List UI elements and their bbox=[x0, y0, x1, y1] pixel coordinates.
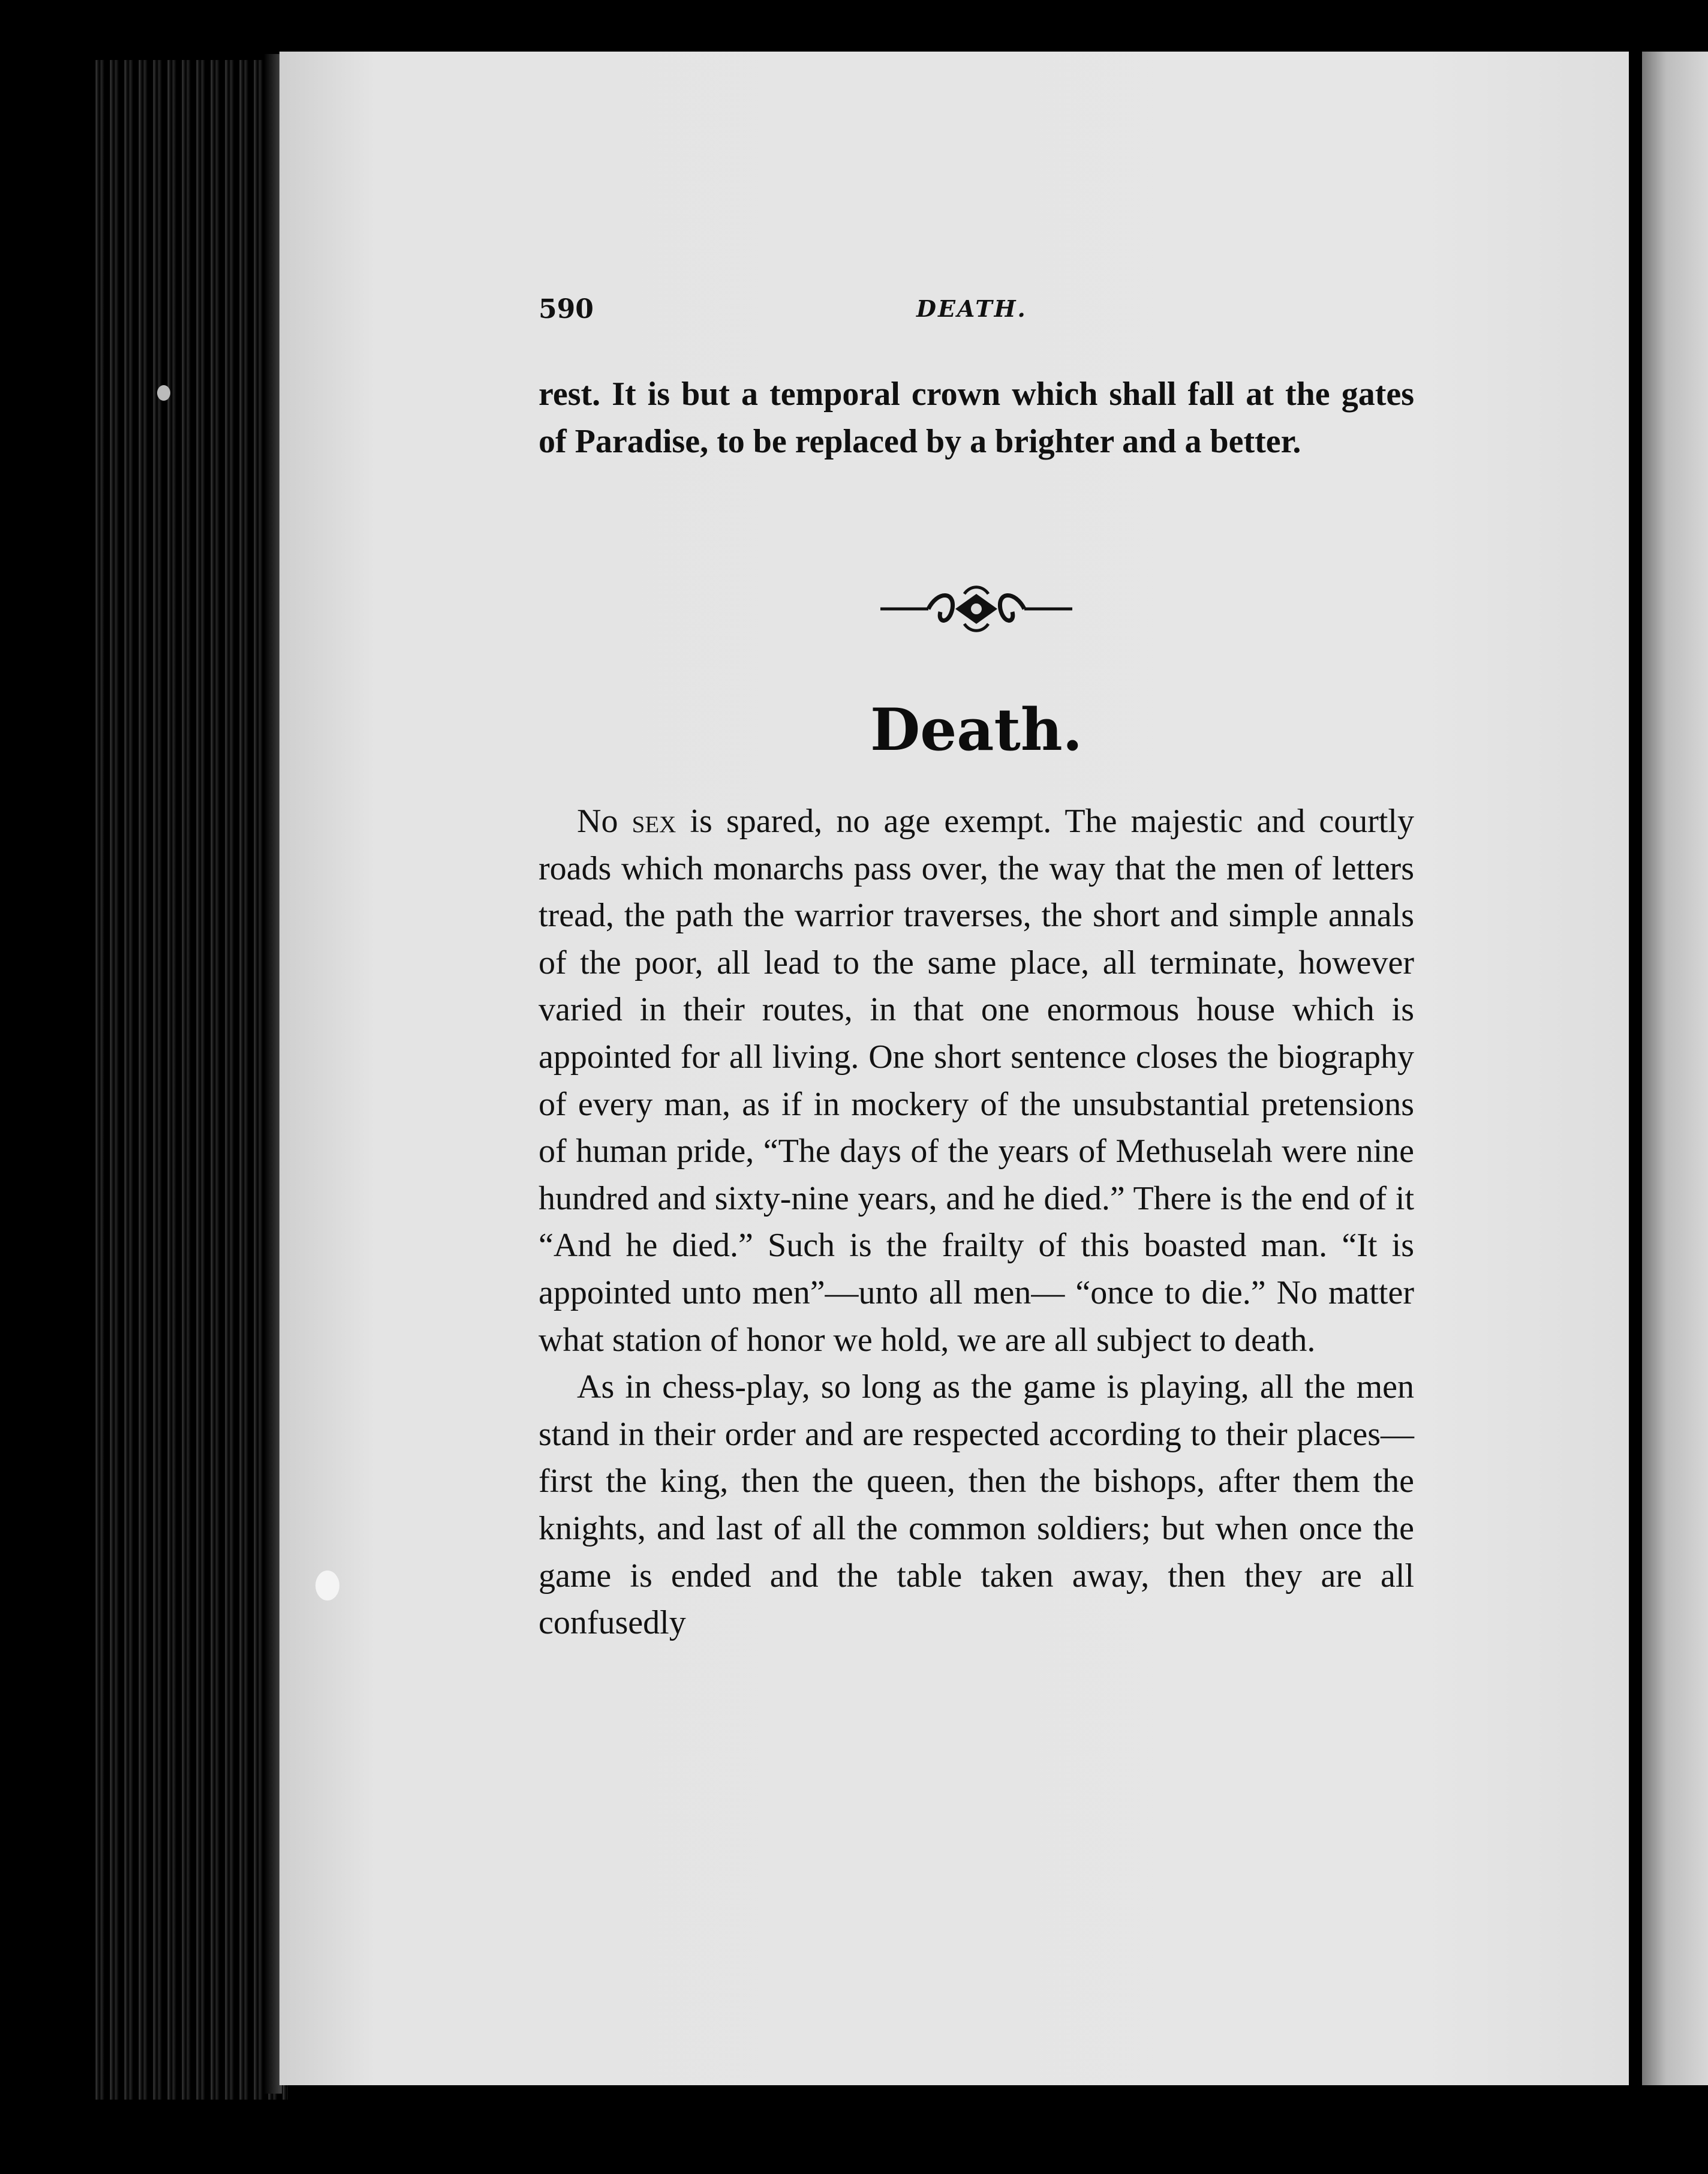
adjacent-page-edge bbox=[1642, 52, 1708, 2085]
running-title: DEATH. bbox=[916, 295, 1027, 322]
paragraph-text: As in chess-play, so long as the game is playing, all the men stand in their order and are respected according to their places—first the king, then the queen, then the bishops, after them the knights, and last of all the common soldiers; but when once the game is ended and the table taken away, then they are all confusedly bbox=[539, 1368, 1414, 1642]
scan-speck bbox=[315, 1571, 339, 1601]
page-number: 590 bbox=[539, 294, 594, 325]
lead-word: No bbox=[577, 803, 618, 840]
chapter-body bbox=[539, 798, 1414, 1647]
lead-smallcaps: sex bbox=[632, 803, 676, 840]
paragraph-text: is spared, no age exempt. The majestic and courtly roads which monarchs pass over, the way that the men of letters tread, the path the warrior traverses, the short and simple annals of the poor, all lead to the same place, all terminate, however varied in their routes, in that one enormous house which is appointed for all living. One short sentence closes the biography of every man, as if in mockery of the unsubstantial pretensions of human pride, “The days of the years of Methuselah were nine hundred and sixty-nine years, and he died.” There is the end of it “And he died.” Such is the frailty of this boasted man. “It is appointed unto men”—unto all men— “once to die.” No matter what station of honor we hold, we are all subject to death. bbox=[539, 803, 1414, 1359]
continued-paragraph: rest. It is but a temporal crown which shall fall at the gates of Paradise, to be replaced by a brighter and a better. bbox=[539, 376, 1414, 460]
page-edges bbox=[90, 60, 288, 2100]
ornament-divider-icon bbox=[880, 582, 1072, 636]
body-paragraph-1 bbox=[539, 798, 1414, 1364]
running-head bbox=[539, 294, 1412, 330]
body-paragraph-2 bbox=[539, 1364, 1414, 1647]
chapter-title: Death. bbox=[870, 696, 1083, 764]
scan-speck bbox=[157, 385, 170, 401]
